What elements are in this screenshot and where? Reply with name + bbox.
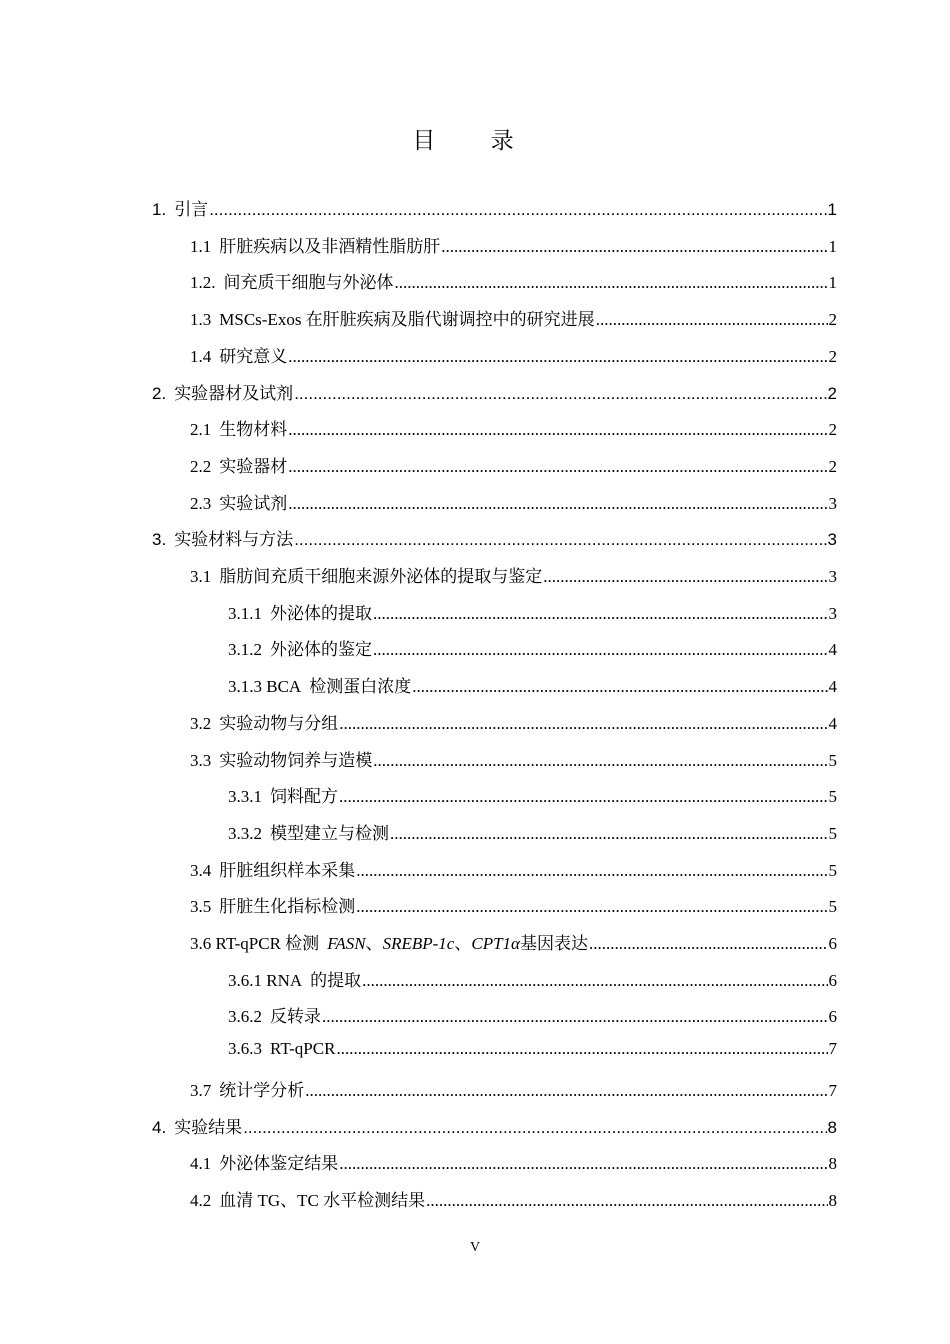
toc-entry-page: 8 [827,1117,837,1137]
toc-entry-page: 1 [827,200,837,219]
toc-entry-label [228,782,338,807]
toc-entry-label [152,379,293,404]
dot-leader [305,1081,827,1101]
toc-entry-text: 生物材料 [219,420,288,440]
toc-entry-label [228,599,372,624]
toc-entry-text: 反转录 [270,1007,321,1027]
dot-leader [339,714,827,734]
dot-leader [395,273,828,293]
toc-entry-number: 2.3 [190,493,212,513]
toc-entry-page: 2 [828,310,837,330]
toc-entry-page: 5 [828,860,837,880]
toc-entry-number: 4.2 [190,1190,212,1210]
toc-entry-number: 3.1.1 [228,603,262,623]
toc-entry-label [190,929,588,954]
toc-entry-text: 检测蛋白浓度 [309,677,412,697]
toc-entry[interactable] [190,415,837,445]
toc-entry[interactable] [190,746,837,776]
dot-leader [373,604,828,624]
toc-entry-number: 1.2. [190,273,216,293]
toc-entry-text: 实验器材及试剂 [174,383,294,403]
toc-entry-page: 7 [828,1080,837,1100]
toc-entry-text: 统计学分析 [219,1080,305,1100]
toc-entry-label [190,268,394,293]
toc-entry-number: 1. [152,200,167,219]
toc-entry-number: 3. [152,530,167,550]
toc-entry-page: 7 [828,1039,837,1059]
dot-leader [339,787,828,807]
toc-entry-number: 4.1 [190,1154,212,1174]
toc-entry-number: 3.3.2 [228,823,262,843]
dot-leader [294,384,826,404]
toc-entry-number: 2. [152,383,167,403]
toc-entry-number: 4. [152,1117,167,1137]
toc-entry-text: MSCs-Exos 在肝脏疾病及脂代谢调控中的研究进展 [219,310,595,330]
toc-entry-page: 3 [828,567,837,586]
dot-leader [426,1191,827,1211]
toc-entry[interactable] [190,305,837,335]
toc-entry-page: 2 [827,383,837,403]
toc-entry-label [190,562,542,587]
toc-entry-text: 饲料配方 [270,787,338,807]
toc-entry-number: 1.4 [190,346,212,366]
toc-entry-page: 2 [828,420,837,440]
toc-entry-number: 3.6 RT-qPCR 检测 [190,934,320,953]
toc-entry-page: 3 [827,530,837,550]
dot-leader [373,751,827,771]
toc-entry-page: 2 [828,456,837,476]
dot-leader [362,971,827,991]
dot-leader [543,567,827,587]
toc-entry-text: 肝脏生化指标检测 [219,897,356,917]
toc-entry-number: 3.1 [190,567,212,586]
toc-entry-number: 3.4 [190,860,212,880]
toc-entry[interactable] [228,819,837,849]
toc-entry-page: 4 [828,713,837,733]
toc-entry-text: 外泌体的鉴定 [270,640,372,660]
toc-entry[interactable] [152,379,837,409]
toc-entry-text: 实验器材 [219,456,288,476]
toc-entry-text: 实验试剂 [219,493,288,513]
dot-leader [339,1154,827,1174]
dot-leader [596,310,828,330]
dot-leader [243,1118,826,1138]
toc-entry-label [228,1039,335,1059]
toc-entry-page: 4 [828,640,837,660]
dot-leader [288,457,827,477]
toc-entry[interactable] [228,672,837,702]
toc-entry[interactable] [228,1039,837,1069]
toc-entry-number: 2.1 [190,420,212,440]
toc-entry-text: 外泌体的提取 [270,603,372,623]
toc-entry-page: 2 [828,346,837,366]
toc-entry-text: 研究意义 [219,346,288,366]
toc-entry-text: RT-qPCR [270,1039,336,1059]
toc-entry-label [190,305,595,330]
dot-leader [336,1039,827,1059]
toc-entry-text-part: 基因表达 [519,934,588,953]
toc-entry-page: 1 [828,273,837,293]
dot-leader [589,934,828,954]
toc-entry-text: 间充质干细胞与外泌体 [223,273,394,293]
toc-entry-text-part: 、 [365,934,383,953]
toc-entry-page: 6 [828,934,837,953]
toc-entry-number: 2.2 [190,456,212,476]
toc-entry-page: 5 [828,787,837,807]
toc-entry-label [228,819,389,844]
toc-entry-page: 5 [828,897,837,917]
toc-entry[interactable] [190,1076,837,1106]
toc-entry-label [152,1113,242,1138]
toc-entry[interactable] [228,1002,837,1032]
toc-entry[interactable] [190,709,837,739]
toc-entry-text: 引言 [174,200,209,219]
toc-entry-label [152,525,293,550]
toc-entry-number: 3.3 [190,750,212,770]
toc-entry[interactable] [190,856,837,886]
toc-entry[interactable] [228,966,837,996]
toc-entry[interactable] [190,892,837,922]
toc-entry-number: 1.1 [190,236,212,256]
toc-entry-number: 3.1.3 BCA [228,677,302,697]
toc-entry-text: 肝脏疾病以及非酒精性脂肪肝 [219,236,441,256]
toc-entry[interactable] [190,232,837,262]
toc-entry-text-part: FASN [327,934,366,953]
toc-entry-number: 3.5 [190,897,212,917]
dot-leader [294,530,826,550]
toc-entry-text: 脂肪间充质干细胞来源外泌体的提取与鉴定 [219,567,543,586]
toc-entry-text: 血清 TG、TC 水平检测结果 [219,1190,426,1210]
toc-entry-text: 模型建立与检测 [270,823,389,843]
toc-entry-number: 3.1.2 [228,640,262,660]
dot-leader [288,494,827,514]
toc-entry-page: 5 [828,750,837,770]
toc-entry-label [152,195,208,220]
toc-entry[interactable] [152,1113,837,1143]
toc-entry-text: 外泌体鉴定结果 [219,1154,339,1174]
toc-entry-text: 的提取 [310,970,362,990]
toc-entry-label [190,1076,304,1101]
toc-entry-page: 3 [828,603,837,623]
toc-entry-number: 3.6.1 RNA [228,970,303,990]
toc-entry-label [190,342,287,367]
toc-entry-label [190,856,355,881]
toc-entry-label [190,489,287,514]
dot-leader [441,237,827,257]
toc-entry[interactable] [190,1149,837,1179]
toc-entry[interactable] [152,195,837,225]
toc-entry[interactable] [228,782,837,812]
toc-entry-label [228,966,361,991]
dot-leader [390,824,828,844]
toc-entry[interactable] [190,562,837,592]
toc-entry-page: 4 [828,677,837,697]
toc-entry-number: 3.6.3 [228,1039,262,1059]
toc-entry[interactable] [190,342,837,372]
toc-entry-label [190,709,338,734]
toc-entry-label [228,1002,321,1027]
toc-entry-page: 3 [828,493,837,513]
toc-entry-text-part: 、 [454,934,472,953]
toc-entry-text: 实验动物与分组 [219,713,339,733]
dot-leader [412,677,827,697]
dot-leader [288,347,827,367]
toc-entry-page: 1 [828,236,837,256]
toc-entry-number: 3.7 [190,1080,212,1100]
dot-leader [373,640,828,660]
dot-leader [322,1007,828,1027]
toc-entry-page: 6 [828,970,837,990]
toc-entry-number: 3.3.1 [228,787,262,807]
toc-entry-page: 8 [828,1190,837,1210]
toc-entry-number: 3.6.2 [228,1007,262,1027]
dot-leader [356,897,827,917]
toc-entry-label [190,415,287,440]
dot-leader [288,420,827,440]
toc-entry[interactable] [228,635,837,665]
toc-entry-label [228,672,411,697]
toc-entry-text: 肝脏组织样本采集 [219,860,356,880]
toc-entry-label [190,746,372,771]
toc-entry-label [228,635,372,660]
toc-entry[interactable] [190,268,837,298]
toc-entry-page: 8 [828,1154,837,1174]
page-number: V [469,1240,481,1255]
toc-entry-label [190,1186,425,1211]
toc-entry-text-part: CPT1α [471,934,520,953]
toc-entry[interactable] [152,525,837,555]
toc-entry[interactable] [190,452,837,482]
toc-entry-label [190,892,355,917]
toc-entry-text: 实验动物饲养与造模 [219,750,373,770]
toc-entry-text-part: SREBP-1c [382,934,455,953]
toc-entry-text: 实验结果 [174,1117,243,1137]
toc-entry-number: 1.3 [190,310,212,330]
toc-entry[interactable] [190,1186,837,1216]
toc-entry[interactable] [190,929,837,959]
toc-entry-page: 5 [828,823,837,843]
toc-entry[interactable] [228,599,837,629]
toc-entry[interactable] [190,489,837,519]
toc-entry-number: 3.2 [190,713,212,733]
toc-title: 目 录 [412,128,538,154]
toc-entry-label [190,232,440,257]
toc-entry-page: 6 [828,1007,837,1027]
dot-leader [356,861,827,881]
dot-leader [209,200,826,220]
toc-entry-label [190,1149,338,1174]
toc-entry-text: 实验材料与方法 [174,530,294,550]
toc-entry-label [190,452,287,477]
